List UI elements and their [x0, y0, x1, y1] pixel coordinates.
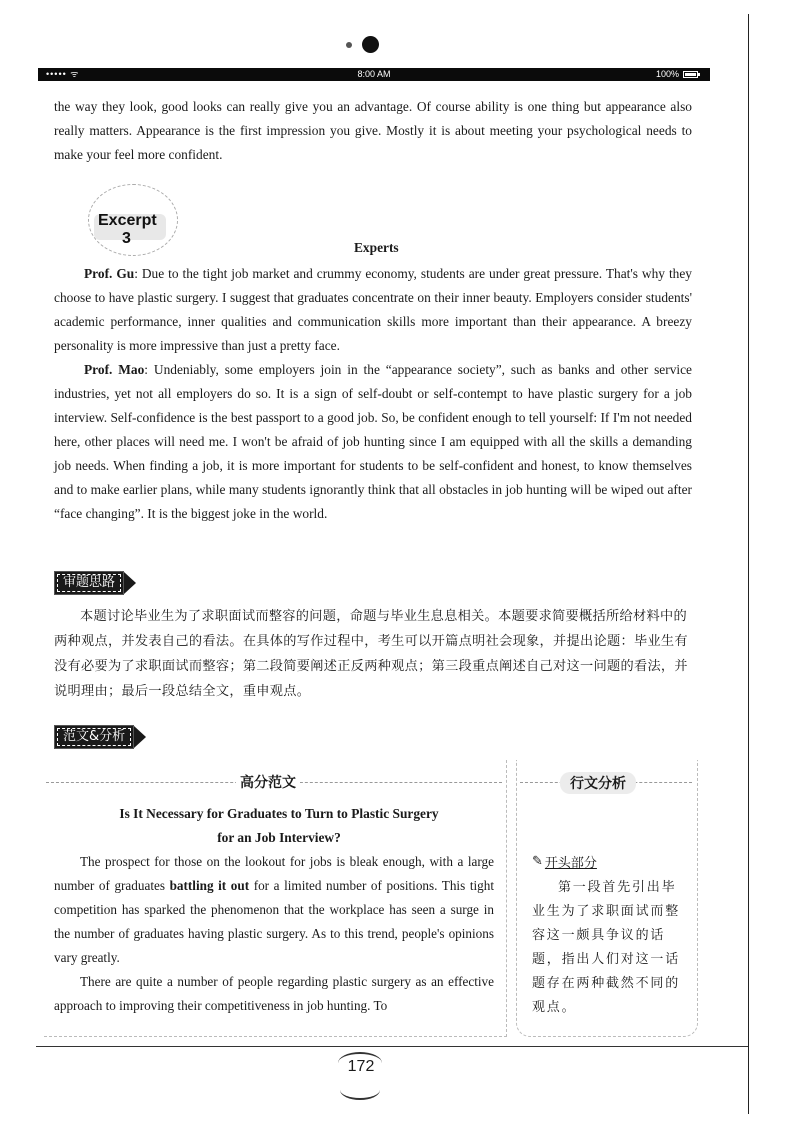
excerpt-badge: [88, 184, 176, 260]
page-number-arc: [340, 1080, 380, 1100]
clock: 8:00 AM: [357, 69, 391, 79]
model-banner-label: 范文&分析: [54, 725, 134, 749]
page-number: 172: [347, 1058, 375, 1075]
bottom-rule: [36, 1046, 748, 1047]
battery-icon: [683, 71, 698, 78]
pen-icon: ✎: [532, 854, 543, 869]
essay-title-line2: for an Job Interview?: [217, 830, 341, 845]
model-banner: [54, 726, 146, 748]
small-dot: [346, 42, 352, 48]
analysis-subheading: [532, 852, 597, 871]
signal-indicator: ••••• ᯤ: [46, 69, 80, 79]
analysis-subheading-label: 开头部分: [544, 856, 597, 871]
analysis-text: 第一段首先引出毕业生为了求职面试而整容这一颇具争议的话题，指出人们对这一话题存在两种截然不同的观点。: [532, 880, 681, 1015]
review-banner: [54, 572, 136, 594]
essay-paragraph-1: The prospect for those on the lookout for jobs is bleak enough, with a large number of graduates battling it out for a limited number of positions. This tight competition has sparked the phenomenon that the workplace has seen a surge in the number of graduates having plastic surgery. As to this trend, people's opinions vary greatly.: [54, 854, 494, 965]
excerpt-number: 3: [122, 230, 131, 247]
battery-percent: 100%: [655, 69, 679, 79]
section-title: Experts: [354, 240, 399, 255]
large-dot: [362, 36, 379, 53]
essay-paragraph-2: There are quite a number of people regarding plastic surgery as an effective approach to improving their competitiveness in job hunting. To: [54, 974, 494, 1013]
banner-arrow-icon: [124, 572, 136, 594]
battery-status: [656, 68, 698, 81]
prof-mao-name: Prof. Mao: [84, 362, 145, 377]
banner-arrow-icon: [134, 726, 146, 748]
essay-title-line1: Is It Necessary for Graduates to Turn to Plastic Surgery: [119, 806, 439, 821]
prof-gu-text: : Due to the tight job market and crummy economy, students are under great pressure. That's why they choose to have plastic surgery. I suggest that graduates concentrate on their inner beauty. Employers consider students' academic performance, inner qualities and communication skills more important than their appearance. A breezy personality is more impressive than just a pretty face.: [54, 266, 692, 353]
review-text: 本题讨论毕业生为了求职面试而整容的问题，命题与毕业生息息相关。本题要求简要概括所给材料中的两种观点，并发表自己的看法。在具体的写作过程中，考生可以开篇点明社会现象，并提出论题：毕业生有没有必要为了求职面试而整容；第二段简要阐述正反两种观点；第三段重点阐述自己对这一问题的看法，并说明理由；最后一段总结全文，重申观点。: [54, 609, 688, 699]
essay-phrase-bold: battling it out: [169, 878, 250, 893]
excerpt-label: Excerpt: [98, 212, 157, 229]
analysis-heading: 行文分析: [560, 772, 636, 794]
prof-gu-name: Prof. Gu: [84, 266, 135, 281]
prof-gu-paragraph: [54, 262, 692, 358]
review-banner-label: 审题思路: [54, 571, 124, 595]
prof-mao-text: : Undeniably, some employers join in the “appearance society”, such as banks and other service industries, yet not all employers do so. It is a sign of self-doubt or self-contempt to have plastic surgery for a job interview. Self-confidence is the best passport to a good job. So, be confident enough to tell yourself: If I'm not needed here, other places will need me. I won't be afraid of job hunting since I am equipped with all the skills a demanding job needs. When finding a job, it is more important for students to be self-confident and honest, to know themselves and to make earlier plans, while many students ignorantly think that all obstacles in job hunting will be wiped out after “face changing”. It is the biggest joke in the world.: [54, 362, 692, 521]
status-bar: [38, 68, 710, 81]
page-edge-rule: [748, 14, 749, 1114]
intro-paragraph: the way they look, good looks can really give you an advantage. Of course ability is one thing but appearance also really matters. Appearance is the first impression you give. Mostly it is about meeting your psychological needs to make your feel more confident.: [54, 99, 692, 162]
binding-dots: [346, 36, 379, 53]
prof-mao-paragraph: [54, 358, 692, 526]
essay-heading: 高分范文: [236, 772, 300, 792]
